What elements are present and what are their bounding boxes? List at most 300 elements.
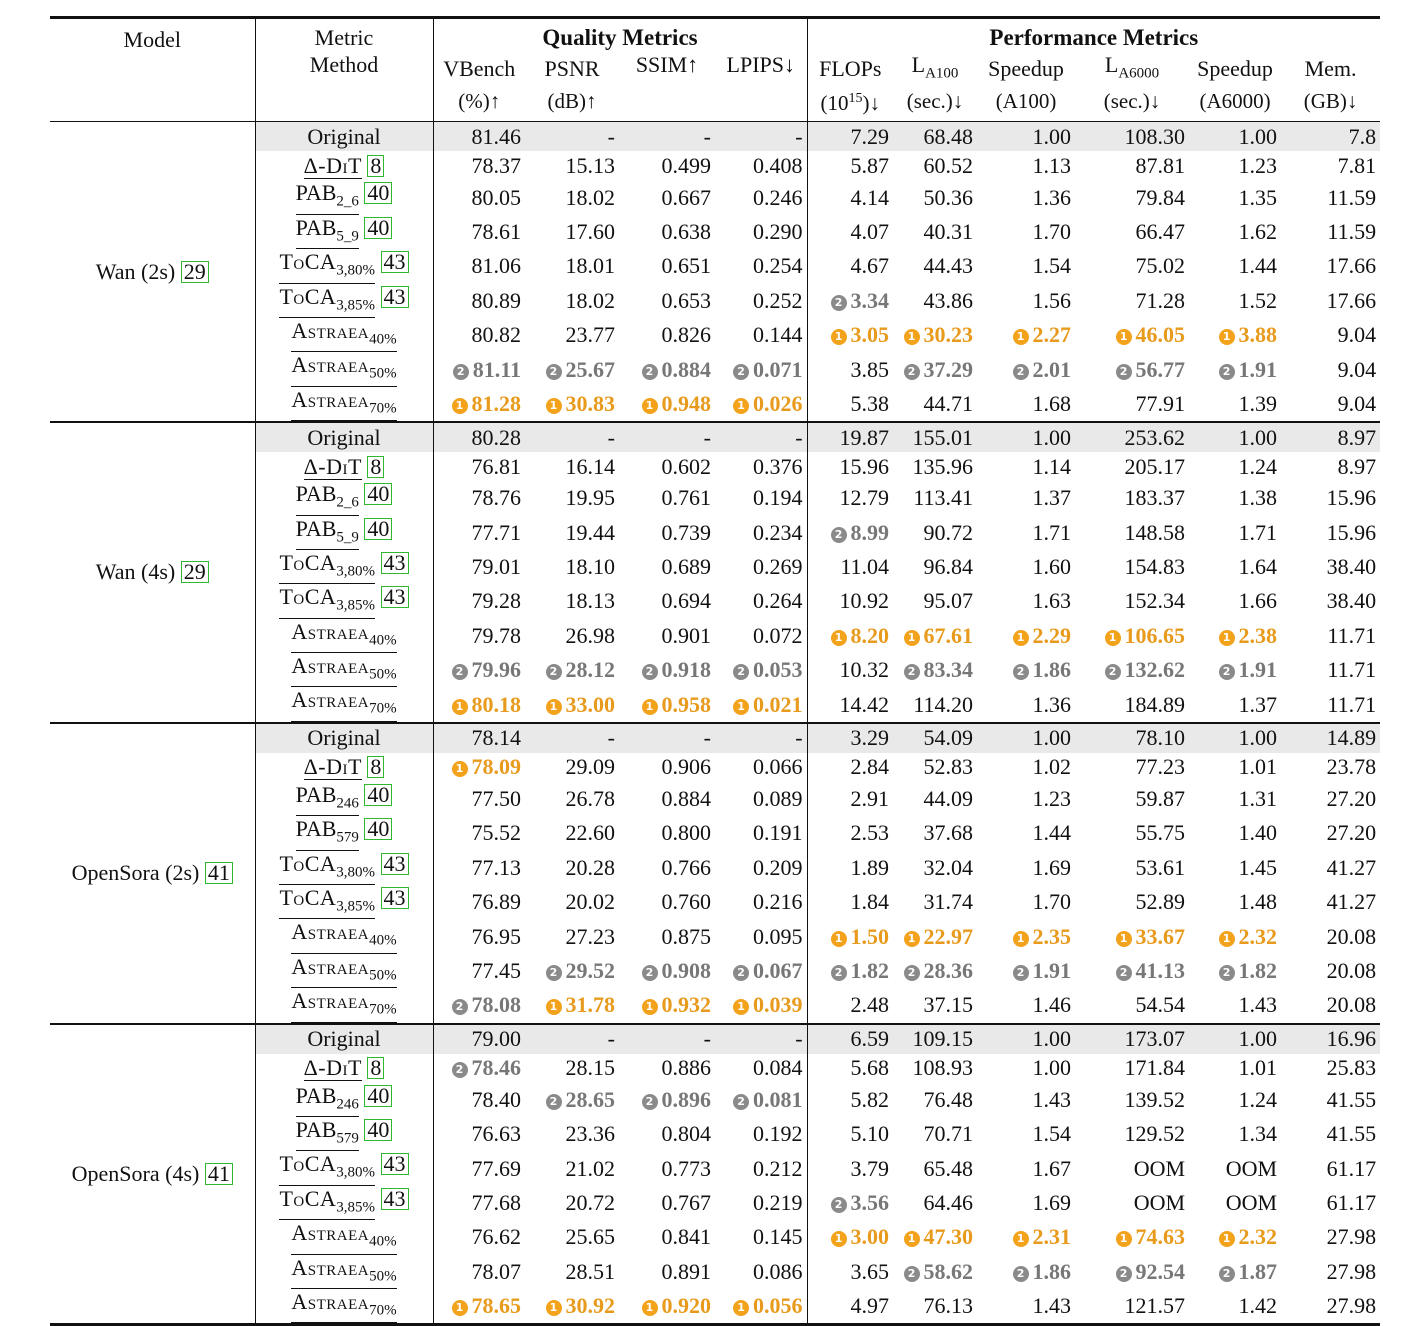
col-flops-header: FLOPs [819, 56, 882, 82]
value-cell [433, 885, 525, 919]
value-cell [619, 151, 715, 180]
cell-value: 64.46 [923, 1189, 974, 1215]
cell-value: 43.86 [923, 287, 974, 313]
cell-value: 1.43 [1032, 1293, 1072, 1319]
cell-value: 17.66 [1326, 253, 1377, 279]
col-speedup-a100-unit: (A100) [995, 88, 1057, 113]
cell-value: 1.86 [1032, 657, 1072, 683]
value-cell [433, 215, 525, 249]
value-cell [525, 1117, 619, 1151]
value-cell [807, 481, 893, 515]
cell-value: 173.07 [1124, 1026, 1186, 1052]
method-cell [255, 584, 433, 618]
value-cell [1281, 516, 1380, 550]
cell-value: 38.40 [1326, 588, 1377, 614]
value-cell [807, 753, 893, 782]
cell-value: 77.68 [471, 1189, 521, 1215]
cell-value: 1.71 [1032, 519, 1072, 545]
method-label [291, 319, 396, 352]
value-cell [715, 481, 807, 515]
citation-ref[interactable]: 29 [181, 261, 209, 283]
first-place-medal-icon: 1 [1116, 329, 1132, 345]
cell-value: 52.89 [1135, 889, 1186, 915]
cell-value: 11.71 [1327, 691, 1377, 717]
cell-value: 1.38 [1238, 485, 1278, 511]
cell-value: 80.28 [471, 424, 521, 450]
value-cell [1281, 1289, 1380, 1325]
value-cell [893, 1220, 977, 1254]
cell-value: 0.089 [753, 786, 803, 812]
method-name: Δ-DiT [303, 152, 362, 178]
value-cell [1281, 215, 1380, 249]
method-label [307, 425, 380, 450]
value-cell [807, 284, 893, 318]
method-cell [255, 619, 433, 653]
value-cell [977, 723, 1075, 753]
method-label [279, 585, 375, 618]
cell-value: 78.07 [471, 1258, 521, 1284]
value-cell [715, 851, 807, 885]
cell-value: 76.13 [923, 1293, 974, 1319]
cell-value: 78.37 [471, 152, 521, 178]
cell-value: 81.11 [472, 356, 521, 382]
citation-ref[interactable]: 43 [381, 1153, 409, 1175]
method-label [291, 955, 396, 988]
value-cell [433, 851, 525, 885]
value-cell [1281, 387, 1380, 422]
cell-value: 76.62 [471, 1224, 521, 1250]
method-cell [255, 151, 433, 180]
cell-value: 44.71 [923, 390, 974, 416]
second-place-medal-icon: 2 [1013, 664, 1029, 680]
second-place-medal-icon: 2 [1219, 1266, 1235, 1282]
value-cell [893, 1255, 977, 1289]
value-cell [433, 452, 525, 481]
method-label [304, 154, 362, 179]
cell-value: 1.82 [850, 958, 890, 983]
method-cell [255, 452, 433, 481]
citation-ref[interactable]: 40 [364, 784, 392, 806]
method-cell [255, 816, 433, 850]
cell-value: 11.59 [1327, 184, 1377, 210]
cell-value: - [703, 123, 711, 149]
first-place-medal-icon: 1 [831, 630, 847, 646]
value-cell [1075, 851, 1189, 885]
cell-value: 1.66 [1238, 588, 1278, 614]
citation-ref[interactable]: 8 [367, 456, 384, 478]
cell-value: 28.12 [565, 657, 615, 683]
method-subscript: 246 [336, 1095, 359, 1112]
cell-value: 106.65 [1124, 622, 1186, 648]
cell-value: 41.27 [1326, 889, 1377, 915]
value-cell [893, 516, 977, 550]
method-name: Astraea [291, 953, 370, 979]
value-cell [977, 481, 1075, 515]
cell-value: 0.216 [753, 889, 803, 915]
citation-ref[interactable]: 8 [367, 155, 384, 177]
value-cell [807, 723, 893, 753]
value-cell [807, 653, 893, 687]
value-cell [1189, 151, 1281, 180]
method-cell [255, 422, 433, 452]
method-label [304, 455, 362, 480]
cell-value: 108.93 [912, 1055, 974, 1081]
method-label [279, 551, 375, 584]
value-cell [1189, 816, 1281, 850]
value-cell [807, 1289, 893, 1325]
value-cell [1075, 753, 1189, 782]
value-cell [433, 753, 525, 782]
cell-value: 20.72 [565, 1189, 615, 1215]
cell-value: 0.653 [661, 287, 711, 313]
value-cell [715, 249, 807, 283]
value-cell [1075, 1024, 1189, 1054]
value-cell [893, 753, 977, 782]
cell-value: 67.61 [923, 622, 974, 648]
citation-ref[interactable]: 43 [381, 853, 409, 875]
cell-value: 37.29 [923, 356, 974, 382]
value-cell [893, 550, 977, 584]
cell-value: 80.18 [471, 691, 521, 717]
cell-value: 0.948 [661, 390, 711, 416]
cell-value: 1.00 [1032, 424, 1072, 450]
value-cell [1189, 653, 1281, 687]
value-cell [1189, 687, 1281, 722]
value-cell [977, 352, 1075, 386]
second-place-medal-icon: 2 [733, 664, 749, 680]
second-place-medal-icon: 2 [452, 1062, 468, 1078]
cell-value: 0.219 [753, 1189, 803, 1215]
method-label [291, 1221, 396, 1254]
cell-value: 5.82 [850, 1086, 890, 1112]
value-cell [715, 422, 807, 452]
cell-value: 1.35 [1238, 184, 1278, 210]
cell-value: 77.45 [471, 958, 521, 983]
second-place-medal-icon: 2 [1219, 664, 1235, 680]
value-cell [715, 180, 807, 214]
value-cell [977, 1054, 1075, 1083]
value-cell [619, 816, 715, 850]
method-cell [255, 653, 433, 687]
cell-value: 76.48 [923, 1086, 974, 1112]
method-name: Astraea [291, 919, 370, 945]
cell-value: 76.89 [471, 889, 521, 915]
value-cell [619, 687, 715, 722]
cell-value: 0.053 [753, 657, 803, 683]
value-cell [1281, 1186, 1380, 1220]
citation-ref[interactable]: 40 [364, 518, 392, 540]
value-cell [977, 122, 1075, 152]
cell-value: 1.23 [1238, 152, 1278, 178]
citation-ref[interactable]: 43 [381, 286, 409, 308]
value-cell [807, 387, 893, 422]
cell-value: 27.98 [1326, 1293, 1377, 1319]
cell-value: 0.891 [661, 1258, 711, 1284]
table-row-original [50, 1024, 1380, 1054]
value-cell [433, 653, 525, 687]
citation-ref[interactable]: 40 [364, 217, 392, 239]
cell-value: 11.59 [1327, 218, 1377, 244]
method-label [296, 1118, 359, 1151]
cell-value: 1.00 [1032, 123, 1072, 149]
method-cell [255, 1117, 433, 1151]
cell-value: 20.08 [1326, 992, 1377, 1018]
table-row-original [50, 122, 1380, 152]
value-cell [1189, 1151, 1281, 1185]
value-cell [433, 1083, 525, 1117]
citation-ref[interactable]: 43 [381, 586, 409, 608]
cell-value: 1.69 [1032, 854, 1072, 880]
method-name: ToCA [279, 885, 337, 911]
value-cell [525, 1054, 619, 1083]
value-cell [977, 516, 1075, 550]
cell-value: 26.98 [565, 622, 615, 648]
citation-ref[interactable]: 29 [181, 561, 209, 583]
cell-value: 1.56 [1032, 287, 1072, 313]
cell-value: 9.04 [1337, 390, 1377, 416]
value-cell [977, 215, 1075, 249]
method-label [291, 620, 396, 653]
cell-value: 1.46 [1032, 992, 1072, 1018]
citation-ref[interactable]: 8 [367, 1057, 384, 1079]
cell-value: - [795, 123, 803, 149]
col-flops-unit: $(10^{15})↓$ [820, 90, 881, 115]
cell-value: 44.43 [923, 253, 974, 279]
second-place-medal-icon: 2 [733, 1094, 749, 1110]
cell-value: 28.65 [565, 1086, 615, 1112]
citation-ref[interactable]: 40 [364, 182, 392, 204]
method-label [279, 250, 375, 283]
cell-value: 1.24 [1238, 453, 1278, 479]
citation-ref[interactable]: 43 [381, 887, 409, 909]
cell-value: 40.31 [923, 218, 974, 244]
value-cell [977, 387, 1075, 422]
value-cell [1075, 249, 1189, 283]
method-subscript: 3,80% [336, 563, 376, 580]
cell-value: 1.84 [850, 889, 890, 915]
value-cell [977, 249, 1075, 283]
cell-value: 78.09 [471, 754, 521, 780]
cell-value: 79.78 [471, 622, 521, 648]
citation-ref[interactable]: 40 [364, 483, 392, 505]
method-cell [255, 550, 433, 584]
cell-value: 19.95 [565, 485, 615, 511]
cell-value: 19.44 [565, 519, 615, 545]
cell-value: - [607, 424, 615, 450]
cell-value: 0.026 [753, 390, 803, 416]
value-cell [715, 816, 807, 850]
method-name: PAB [295, 1116, 337, 1142]
cell-value: 90.72 [923, 519, 974, 545]
model-name: OpenSora (2s) [71, 860, 200, 886]
first-place-medal-icon: 1 [642, 398, 658, 414]
value-cell [1075, 1186, 1189, 1220]
model-name-cell [50, 122, 255, 422]
value-cell [893, 151, 977, 180]
first-place-medal-icon: 1 [452, 398, 468, 414]
col-la100-header: $L_{A100}$ [911, 52, 959, 82]
cell-value: 32.04 [923, 854, 974, 880]
value-cell [525, 249, 619, 283]
value-cell [1281, 653, 1380, 687]
cell-value: 1.42 [1238, 1293, 1278, 1319]
value-cell [619, 481, 715, 515]
second-place-medal-icon: 2 [546, 1094, 562, 1110]
value-cell [1075, 1083, 1189, 1117]
cell-value: 20.28 [565, 854, 615, 880]
cell-value: 1.24 [1238, 1086, 1278, 1112]
value-cell [525, 954, 619, 988]
method-cell [255, 122, 433, 152]
first-place-medal-icon: 1 [904, 329, 920, 345]
method-subscript: 5_9 [336, 228, 359, 245]
cell-value: 25.67 [565, 356, 615, 382]
citation-ref[interactable]: 41 [205, 1163, 233, 1185]
cell-value: 56.77 [1135, 356, 1186, 382]
cell-value: 41.27 [1326, 854, 1377, 880]
value-cell [525, 180, 619, 214]
method-cell [255, 687, 433, 722]
citation-ref[interactable]: 41 [205, 862, 233, 884]
value-cell [619, 851, 715, 885]
value-cell [1075, 1054, 1189, 1083]
cell-value: 18.01 [565, 253, 615, 279]
citation-ref[interactable]: 40 [364, 818, 392, 840]
col-la100-unit: (sec.)↓ [906, 88, 964, 113]
method-label [279, 285, 375, 318]
cell-value: 0.875 [661, 923, 711, 949]
cell-value: 77.23 [1135, 754, 1186, 780]
value-cell [893, 988, 977, 1023]
value-cell [1189, 352, 1281, 386]
method-subscript: 3,80% [336, 262, 376, 279]
cell-value: 26.78 [565, 786, 615, 812]
cell-value: 0.192 [753, 1121, 803, 1147]
value-cell [893, 1289, 977, 1325]
cell-value: 28.51 [565, 1258, 615, 1284]
citation-ref[interactable]: 43 [381, 552, 409, 574]
col-psnr-header: PSNR [544, 56, 600, 82]
cell-value: 11.71 [1327, 622, 1377, 648]
cell-value: 16.14 [565, 453, 615, 479]
second-place-medal-icon: 2 [733, 965, 749, 981]
cell-value: 7.29 [850, 123, 890, 149]
citation-ref[interactable]: 40 [364, 1085, 392, 1107]
cell-value: 0.234 [753, 519, 803, 545]
value-cell [893, 318, 977, 352]
value-cell [1281, 988, 1380, 1023]
value-cell [1189, 284, 1281, 318]
second-place-medal-icon: 2 [642, 965, 658, 981]
value-cell [433, 151, 525, 180]
citation-ref[interactable]: 40 [364, 1119, 392, 1141]
results-table-container [50, 16, 1380, 1326]
method-cell [255, 1220, 433, 1254]
value-cell [715, 653, 807, 687]
cell-value: 22.97 [923, 923, 974, 949]
cell-value: 59.87 [1135, 786, 1186, 812]
first-place-medal-icon: 1 [831, 329, 847, 345]
cell-value: 7.81 [1337, 152, 1377, 178]
value-cell [715, 782, 807, 816]
method-cell [255, 249, 433, 283]
value-cell [807, 215, 893, 249]
value-cell [1075, 284, 1189, 318]
value-cell [525, 1186, 619, 1220]
citation-ref[interactable]: 8 [367, 756, 384, 778]
value-cell [807, 919, 893, 953]
cell-value: 18.02 [565, 184, 615, 210]
value-cell [715, 1186, 807, 1220]
cell-value: 1.44 [1238, 253, 1278, 279]
first-place-medal-icon: 1 [1013, 630, 1029, 646]
value-cell [619, 215, 715, 249]
cell-value: - [607, 1026, 615, 1052]
method-cell [255, 481, 433, 515]
value-cell [433, 1289, 525, 1325]
value-cell [619, 653, 715, 687]
citation-ref[interactable]: 43 [381, 251, 409, 273]
value-cell [1281, 352, 1380, 386]
cell-value: 79.28 [471, 588, 521, 614]
value-cell [525, 885, 619, 919]
value-cell [1075, 452, 1189, 481]
citation-ref[interactable]: 43 [381, 1188, 409, 1210]
cell-value: - [795, 725, 803, 751]
value-cell [619, 1289, 715, 1325]
value-cell [1281, 180, 1380, 214]
cell-value: - [795, 1026, 803, 1052]
value-cell [525, 1083, 619, 1117]
cell-value: 74.63 [1135, 1224, 1186, 1250]
cell-value: 1.34 [1238, 1121, 1278, 1147]
value-cell [433, 352, 525, 386]
value-cell [893, 723, 977, 753]
value-cell [619, 452, 715, 481]
cell-value: 15.96 [1326, 485, 1377, 511]
value-cell [619, 885, 715, 919]
cell-value: 54.09 [923, 725, 974, 751]
cell-value: 27.23 [565, 923, 615, 949]
cell-value: 0.191 [753, 820, 803, 846]
value-cell [893, 481, 977, 515]
model-name-cell [50, 1024, 255, 1325]
value-cell [1189, 516, 1281, 550]
cell-value: 253.62 [1124, 424, 1186, 450]
cell-value: 148.58 [1124, 519, 1186, 545]
method-subscript: 40% [369, 632, 397, 649]
cell-value: 184.89 [1124, 691, 1186, 717]
value-cell [1281, 284, 1380, 318]
cell-value: 31.78 [565, 992, 615, 1018]
method-subscript: 3,80% [336, 864, 376, 881]
method-label [291, 654, 396, 687]
value-cell [893, 816, 977, 850]
value-cell [433, 1186, 525, 1220]
cell-value: 66.47 [1135, 218, 1186, 244]
cell-value: 80.89 [471, 287, 521, 313]
cell-value: 29.09 [565, 754, 615, 780]
cell-value: 18.02 [565, 287, 615, 313]
value-cell [1189, 318, 1281, 352]
value-cell [1189, 387, 1281, 422]
value-cell [1189, 619, 1281, 653]
value-cell [715, 1054, 807, 1083]
cell-value: 1.00 [1238, 1026, 1278, 1052]
method-cell [255, 988, 433, 1023]
cell-value: 4.97 [850, 1293, 890, 1319]
performance-metrics-header: Performance Metrics [989, 24, 1199, 50]
